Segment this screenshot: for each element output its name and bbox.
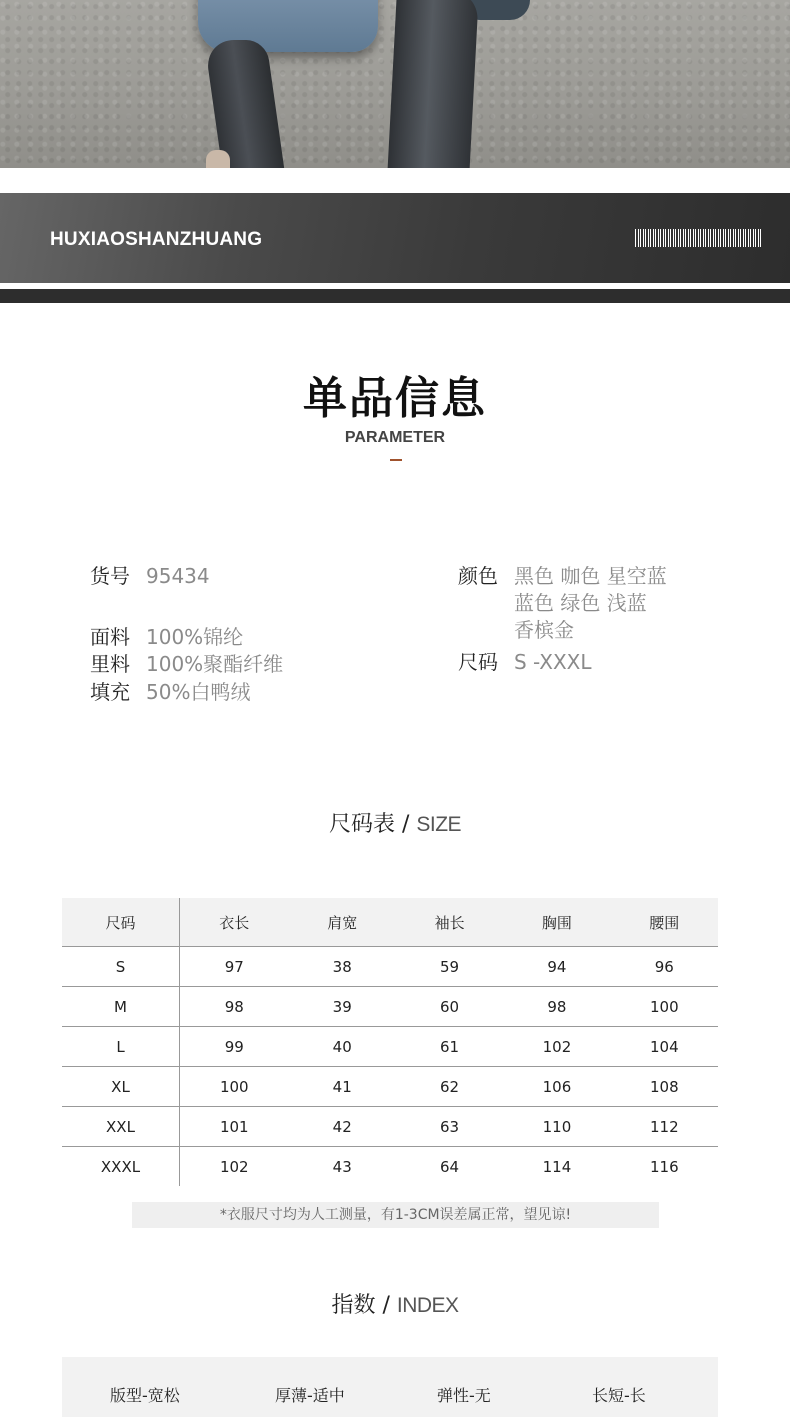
table-cell: 60 xyxy=(396,987,503,1027)
table-cell: 112 xyxy=(611,1107,718,1147)
table-cell: 43 xyxy=(332,1157,352,1176)
table-row xyxy=(62,1027,718,1067)
index-thickness: 厚薄-适中 xyxy=(275,1386,345,1405)
table-cell: S xyxy=(62,947,180,987)
shoe-shape xyxy=(206,150,230,168)
table-cell: 94 xyxy=(503,947,610,987)
table-cell: 99 xyxy=(180,1027,289,1067)
product-photo xyxy=(0,0,790,168)
table-cell: 98 xyxy=(180,987,289,1027)
param-lining xyxy=(90,651,283,678)
header-chest: 胸围 xyxy=(503,898,610,947)
table-cell: 96 xyxy=(611,947,718,987)
param-key: 面料 xyxy=(90,625,130,649)
parameter-title: 单品信息 xyxy=(303,373,487,424)
table-cell: 104 xyxy=(611,1027,718,1067)
param-key: 尺码 xyxy=(458,650,498,674)
size-title-cn: 尺码表 / xyxy=(328,812,410,837)
table-cell: 62 xyxy=(396,1067,503,1107)
index-length: 长短-长 xyxy=(592,1386,646,1405)
param-key: 颜色 xyxy=(458,564,498,588)
barcode-icon xyxy=(635,229,763,247)
table-cell: 39 xyxy=(289,987,396,1027)
param-value: 100%锦纶 xyxy=(146,625,244,649)
table-row xyxy=(62,1067,718,1107)
size-section-title xyxy=(0,807,790,838)
param-item-number xyxy=(90,563,210,590)
leg-right-shape xyxy=(387,0,479,168)
index-elasticity: 弹性-无 xyxy=(437,1386,491,1405)
table-cell: XL xyxy=(62,1067,180,1107)
header-waist: 腰围 xyxy=(611,898,718,947)
table-cell: 100 xyxy=(180,1067,289,1107)
param-size xyxy=(458,649,592,676)
index-fit: 版型-宽松 xyxy=(110,1386,180,1405)
param-filling xyxy=(90,679,250,706)
param-fabric xyxy=(90,624,243,651)
table-cell: M xyxy=(62,987,180,1027)
divider-bar xyxy=(0,289,790,303)
table-cell: 42 xyxy=(289,1107,396,1147)
table-cell: 102 xyxy=(503,1027,610,1067)
table-cell: 63 xyxy=(396,1107,503,1147)
param-color xyxy=(458,563,667,644)
table-cell: 116 xyxy=(649,1157,679,1176)
index-title-cn: 指数 / xyxy=(331,1293,390,1318)
table-cell: 114 xyxy=(542,1157,572,1176)
param-key: 货号 xyxy=(90,564,130,588)
size-table xyxy=(62,898,718,1186)
param-value: 50%白鸭绒 xyxy=(146,680,251,704)
coat-edge-shape xyxy=(470,0,530,20)
title-underline xyxy=(390,459,402,461)
table-cell: 101 xyxy=(180,1107,289,1147)
table-row xyxy=(62,1107,718,1147)
table-row xyxy=(62,947,718,987)
table-cell: 59 xyxy=(396,947,503,987)
table-cell: 97 xyxy=(180,947,289,987)
param-value: 95434 xyxy=(146,564,210,588)
table-header-row xyxy=(62,898,718,947)
brand-banner xyxy=(0,193,790,283)
param-value: 黑色 咖色 星空蓝 蓝色 绿色 浅蓝 香槟金 xyxy=(514,564,667,642)
table-cell: 64 xyxy=(440,1157,460,1176)
table-cell: 102 xyxy=(219,1157,249,1176)
table-cell: 108 xyxy=(611,1067,718,1107)
table-cell: 61 xyxy=(396,1027,503,1067)
index-section-title xyxy=(0,1288,790,1319)
table-cell: XXL xyxy=(62,1107,180,1147)
table-cell: 98 xyxy=(503,987,610,1027)
size-title-en: SIZE xyxy=(416,813,462,836)
table-cell: 106 xyxy=(503,1067,610,1107)
param-value: S -XXXL xyxy=(514,650,592,674)
param-value: 100%聚酯纤维 xyxy=(146,652,284,676)
brand-name: HUXIAOSHANZHUANG xyxy=(50,229,263,250)
table-cell: 38 xyxy=(289,947,396,987)
header-shoulder: 肩宽 xyxy=(289,898,396,947)
index-bar xyxy=(62,1357,718,1417)
table-row xyxy=(62,987,718,1027)
table-row xyxy=(62,1147,718,1187)
table-cell: L xyxy=(62,1027,180,1067)
leg-left-shape xyxy=(204,40,286,168)
param-key: 填充 xyxy=(90,680,130,704)
table-cell: 110 xyxy=(503,1107,610,1147)
table-cell: 100 xyxy=(611,987,718,1027)
parameter-subtitle: PARAMETER xyxy=(344,429,446,446)
param-key: 里料 xyxy=(90,652,130,676)
table-cell: XXXL xyxy=(62,1147,180,1187)
table-cell: 40 xyxy=(289,1027,396,1067)
index-title-en: INDEX xyxy=(396,1294,459,1317)
header-size: 尺码 xyxy=(62,898,180,947)
header-length: 衣长 xyxy=(180,898,289,947)
header-sleeve: 袖长 xyxy=(396,898,503,947)
table-cell: 41 xyxy=(289,1067,396,1107)
measurement-note: *衣服尺寸均为人工测量，有1-3CM误差属正常，望见谅! xyxy=(132,1202,659,1228)
